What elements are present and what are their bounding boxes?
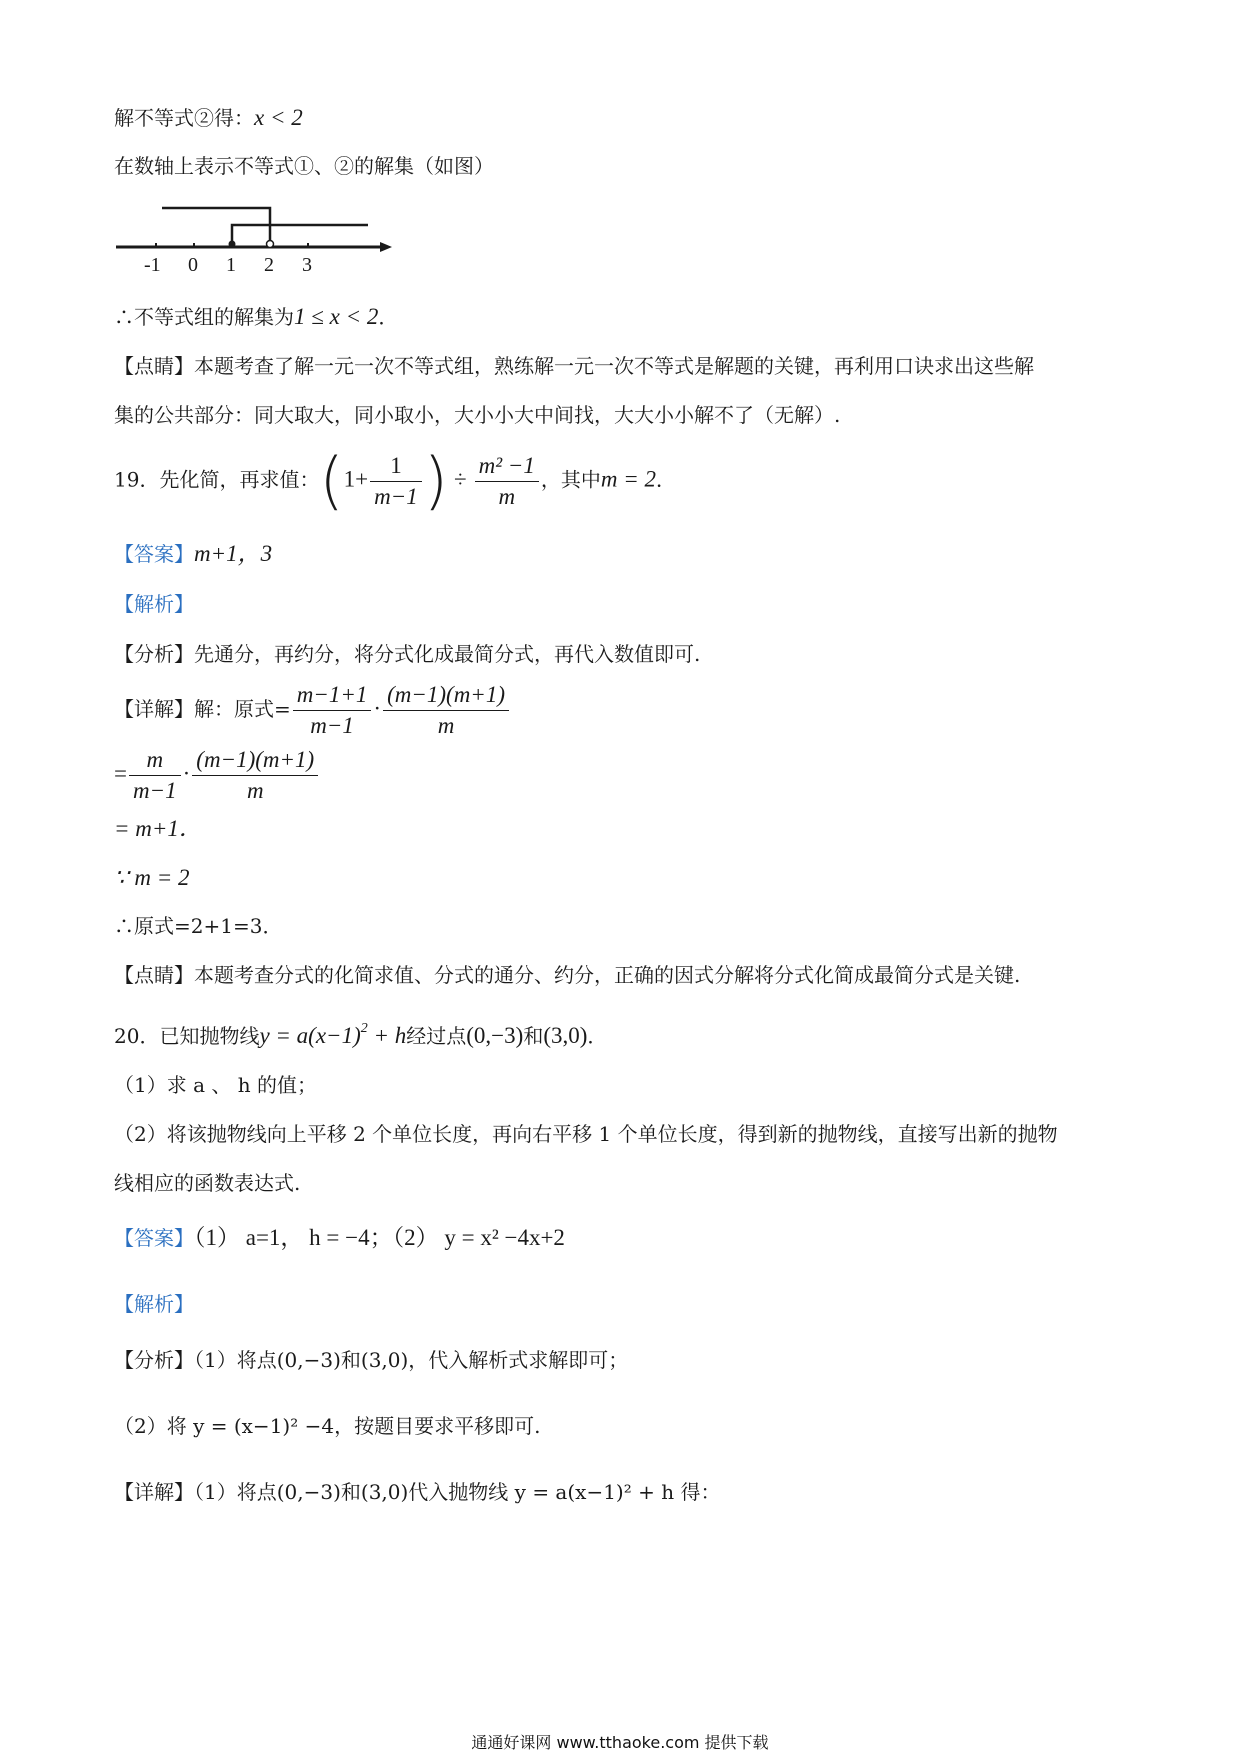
denominator: m (437, 713, 455, 738)
fraction (192, 745, 318, 806)
fraction (383, 680, 509, 741)
numerator: m (129, 745, 181, 776)
numerator: 1 (370, 451, 422, 482)
detail-text: （1）将点(0,−3)和(3,0)代入抛物线 y = a(x−1)² + h 得： (194, 1480, 721, 1504)
analysis-20-2: （2）将 y = (x−1)² −4，按题目要求平移即可. (114, 1414, 541, 1438)
punct: ． (587, 1024, 608, 1048)
detail-19-step1: 【详解】解：原式= $\frac{m-1+1}{m-1}$ · $\frac{(m-1)(m+1)}{m}$ (114, 680, 511, 741)
number-line-axis (116, 242, 392, 252)
denominator: m−1 (132, 778, 177, 803)
q19-prefix: 19．先化简，再求值： (114, 467, 320, 492)
analysis-tag: 【分析】 (114, 642, 194, 666)
text-line (114, 303, 398, 331)
question-19 (114, 444, 677, 517)
detail-19-step3: = m+1． (114, 816, 202, 841)
analysis-20-1 (114, 1346, 628, 1374)
equals-sign: = (114, 761, 127, 786)
q20-prefix: 20．已知抛物线 (114, 1024, 260, 1048)
conclusion-text: ∴不等式组的解集为 (114, 305, 294, 329)
jiexi-tag: 【解析】 (114, 592, 194, 616)
denominator: m−1 (310, 713, 354, 738)
point-1: (0,−3) (466, 1023, 524, 1048)
numerator: m−1+1 (293, 680, 372, 711)
answer-20 (114, 1224, 565, 1252)
detail-text: 解：原式= (194, 697, 291, 721)
closed-dot-1 (229, 241, 236, 248)
text-line (114, 104, 303, 132)
denominator: m (246, 778, 264, 803)
left-paren: ( (319, 444, 344, 517)
detail-19-step5: ∴原式=2+1=3． (114, 914, 283, 938)
answer-19 (114, 540, 272, 568)
answer-tag: 【答案】 (114, 542, 194, 566)
fraction (293, 680, 372, 741)
detail-tag: 【详解】 (114, 697, 194, 721)
detail-20 (114, 1478, 720, 1506)
denominator: m−1 (374, 483, 418, 509)
punct: ． (378, 305, 399, 329)
number-line-figure (114, 203, 414, 273)
q20-mid: 经过点 (406, 1024, 467, 1048)
conj: 和 (523, 1024, 544, 1048)
fraction (370, 451, 422, 512)
detail-19-step4: ∵ m = 2 (114, 865, 190, 890)
open-dot-2 (267, 241, 274, 248)
text-line: 在数轴上表示不等式①、②的解集（如图） (114, 154, 494, 178)
q20-part-2b: 线相应的函数表达式. (114, 1171, 301, 1195)
right-paren: ) (423, 444, 448, 517)
tick-label: 2 (264, 254, 274, 273)
punct: ． (656, 467, 677, 492)
analysis-text: （1）将点(0,−3)和(3,0)，代入解析式求解即可； (194, 1348, 629, 1372)
solve-ineq-2: 解不等式②得： (114, 106, 254, 130)
point-2: (3,0) (543, 1023, 588, 1048)
jiexi-tag: 【解析】 (114, 1292, 194, 1316)
answer-tag: 【答案】 (114, 1226, 194, 1250)
fraction (475, 451, 539, 512)
math-one-plus: 1+ (343, 466, 369, 492)
numerator: (m−1)(m+1) (192, 745, 318, 776)
fraction (129, 745, 181, 806)
comment-19: 【点睛】本题考查分式的化简求值、分式的通分、约分，正确的因式分解将分式化简成最简分式是关键. (114, 963, 1021, 987)
tick-label: 1 (226, 254, 236, 273)
parabola-expr: $y = a(x-1)^2 + h$ (259, 1021, 407, 1048)
divide-sign: ÷ (453, 466, 467, 492)
q20-part-1: （1）求 a 、 h 的值； (114, 1073, 317, 1097)
tick-label: 3 (302, 254, 312, 273)
question-20 (114, 1015, 607, 1050)
numerator: (m−1)(m+1) (383, 680, 509, 711)
detail-tag: 【详解】 (114, 1480, 194, 1504)
answer-value: （1） a=1， h = −4；（2） y = x² −4x+2 (194, 1225, 565, 1250)
solution-ray-x-ge-1 (232, 225, 368, 244)
denominator: m (498, 483, 516, 509)
analysis-19 (114, 640, 700, 668)
detail-19-step2: = $\frac{m}{m-1}$ · $\frac{(m-1)(m+1)}{m}$ (114, 745, 320, 806)
answer-value: m+1，3 (194, 541, 273, 566)
q20-part-2a: （2）将该抛物线向上平移 2 个单位长度，再向右平移 1 个单位长度，得到新的抛物线，直接写出新的抛物 (114, 1122, 1058, 1146)
page-footer: 通通好课网 www.tthaoke.com 提供下载 (471, 1733, 769, 1752)
math-inline: x < 2 (254, 105, 303, 130)
numerator: m² −1 (475, 451, 539, 482)
tick-label: -1 (144, 254, 161, 273)
tick-label: 0 (188, 254, 198, 273)
q19-suffix: ，其中 (540, 467, 601, 492)
math-inline: 1 ≤ x < 2 (294, 304, 379, 329)
text-line: 集的公共部分：同大取大，同小取小，大小小大中间找，大大小小解不了（无解）. (114, 403, 841, 427)
math-inline: m = 2 (600, 466, 657, 492)
analysis-tag: 【分析】 (114, 1348, 194, 1372)
analysis-text: 先通分，再约分，将分式化成最简分式，再代入数值即可. (194, 642, 701, 666)
text-line: 【点睛】本题考查了解一元一次不等式组，熟练解一元一次不等式是解题的关键，再利用口诀求出这些解 (114, 354, 1034, 378)
